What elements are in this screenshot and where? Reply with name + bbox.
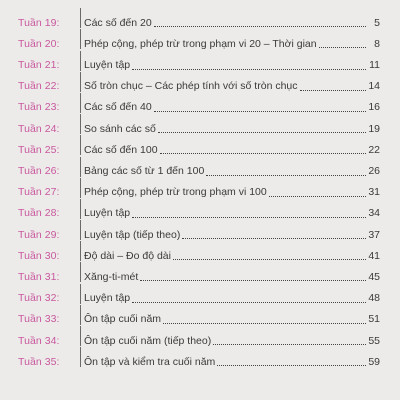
toc-dot-leader	[269, 196, 366, 197]
toc-title-line	[80, 326, 380, 346]
toc-dot-leader	[300, 90, 366, 91]
toc-title-line	[80, 199, 380, 219]
toc-dot-leader	[163, 323, 366, 324]
toc-dot-leader	[160, 153, 366, 154]
toc-dot-leader	[154, 26, 366, 27]
toc-entry-week-32	[18, 284, 380, 305]
toc-title: So sánh các số	[84, 122, 156, 135]
toc-entry-week-30	[18, 242, 380, 263]
toc-page-number: 11	[369, 59, 380, 72]
toc-dot-leader	[154, 111, 366, 112]
toc-page-number: 31	[368, 186, 380, 199]
toc-title-line	[80, 135, 380, 155]
toc-title: Các số đến 100	[84, 143, 158, 156]
toc-week-label: Tuần 27:	[18, 186, 60, 199]
toc-title: Luyện tập	[84, 59, 131, 72]
toc-page-number: 5	[374, 16, 380, 29]
toc-week-label: Tuần 28:	[18, 207, 60, 220]
toc-title-line	[80, 8, 380, 28]
toc-title-line	[80, 29, 380, 49]
toc-title: Phép cộng, phép trừ trong phạm vi 20 – Thời gian	[84, 37, 317, 50]
toc-title-line	[80, 241, 380, 261]
toc-week-label: Tuần 24:	[18, 122, 60, 135]
toc-title-line	[80, 305, 380, 325]
toc-week-label: Tuần 33:	[18, 313, 60, 326]
toc-title-line	[80, 284, 380, 304]
toc-page-number: 55	[368, 334, 380, 347]
toc-title: Số tròn chục – Các phép tính với số tròn chục	[84, 80, 298, 93]
toc-week-label: Tuần 35:	[18, 355, 60, 368]
toc-page-number: 22	[368, 143, 380, 156]
toc-title: Luyện tập	[84, 207, 131, 220]
toc-title: Bảng các số từ 1 đến 100	[84, 165, 205, 177]
toc-entry-week-34	[18, 327, 380, 348]
table-of-contents	[18, 9, 380, 369]
toc-week-label: Tuần 34:	[18, 334, 60, 347]
toc-title: Xăng-ti-mét	[84, 270, 139, 283]
toc-page-number: 34	[368, 207, 380, 220]
toc-week-label: Tuần 31:	[18, 270, 60, 283]
toc-dot-leader	[140, 280, 366, 281]
toc-page-number: 59	[368, 355, 380, 368]
toc-week-label: Tuần 29:	[18, 228, 60, 241]
toc-entry-week-21	[18, 51, 380, 72]
toc-dot-leader	[132, 217, 366, 218]
toc-dot-leader	[132, 302, 366, 303]
toc-entry-week-28	[18, 200, 380, 221]
toc-title: Ôn tập cuối năm	[84, 313, 162, 326]
toc-title: Luyện tập (tiếp theo)	[84, 228, 181, 241]
toc-week-label: Tuần 32:	[18, 292, 60, 305]
toc-page-number: 41	[368, 249, 380, 262]
toc-title: Ôn tập cuối năm (tiếp theo)	[84, 334, 212, 347]
toc-page-number: 45	[368, 270, 380, 283]
toc-title: Độ dài – Đo độ dài	[84, 249, 171, 262]
toc-title-line	[80, 157, 380, 177]
toc-entry-week-24	[18, 115, 380, 136]
toc-week-label: Tuần 26:	[18, 165, 60, 177]
toc-week-label: Tuần 20:	[18, 37, 60, 50]
toc-page-number: 8	[374, 37, 380, 50]
toc-title-line	[80, 114, 380, 134]
toc-entry-week-20	[18, 30, 380, 51]
toc-title-line	[80, 51, 380, 71]
toc-dot-leader	[182, 238, 366, 239]
toc-entry-week-31	[18, 263, 380, 284]
toc-title: Phép cộng, phép trừ trong phạm vi 100	[84, 186, 267, 199]
toc-page-number: 16	[368, 101, 380, 114]
toc-dot-leader	[173, 259, 366, 260]
toc-dot-leader	[217, 365, 366, 366]
toc-dot-leader	[158, 132, 366, 133]
toc-entry-week-27	[18, 179, 380, 200]
toc-week-label: Tuần 19:	[18, 16, 60, 29]
toc-week-label: Tuần 22:	[18, 80, 60, 93]
toc-page-number: 48	[368, 292, 380, 305]
toc-title-line	[80, 347, 380, 367]
toc-dot-leader	[319, 47, 366, 48]
toc-entry-week-22	[18, 73, 380, 94]
toc-dot-leader	[132, 69, 366, 70]
toc-title: Luyện tập	[84, 292, 131, 305]
toc-entry-week-29	[18, 221, 380, 242]
toc-page-number: 26	[368, 165, 380, 177]
toc-title-line	[80, 93, 380, 113]
toc-entry-week-35	[18, 348, 380, 369]
toc-title-line	[80, 72, 380, 92]
toc-week-label: Tuần 30:	[18, 249, 60, 262]
toc-title-line	[80, 178, 380, 198]
toc-page-number: 37	[368, 228, 380, 241]
toc-page-number: 51	[368, 313, 380, 326]
toc-page-number: 19	[368, 122, 380, 135]
toc-week-label: Tuần 23:	[18, 101, 60, 114]
toc-title: Các số đến 20	[84, 16, 152, 29]
toc-entry-week-26	[18, 157, 380, 178]
toc-entry-week-25	[18, 136, 380, 157]
toc-title-line	[80, 220, 380, 240]
toc-entry-week-23	[18, 94, 380, 115]
toc-title: Các số đến 40	[84, 101, 152, 114]
toc-entry-week-33	[18, 306, 380, 327]
toc-week-label: Tuần 25:	[18, 143, 60, 156]
toc-dot-leader	[213, 344, 366, 345]
toc-entry-week-19	[18, 9, 380, 30]
toc-title-line	[80, 262, 380, 282]
toc-week-label: Tuần 21:	[18, 59, 60, 72]
toc-dot-leader	[206, 175, 366, 176]
toc-page-number: 14	[368, 80, 380, 93]
toc-title: Ôn tập và kiểm tra cuối năm	[84, 355, 216, 368]
